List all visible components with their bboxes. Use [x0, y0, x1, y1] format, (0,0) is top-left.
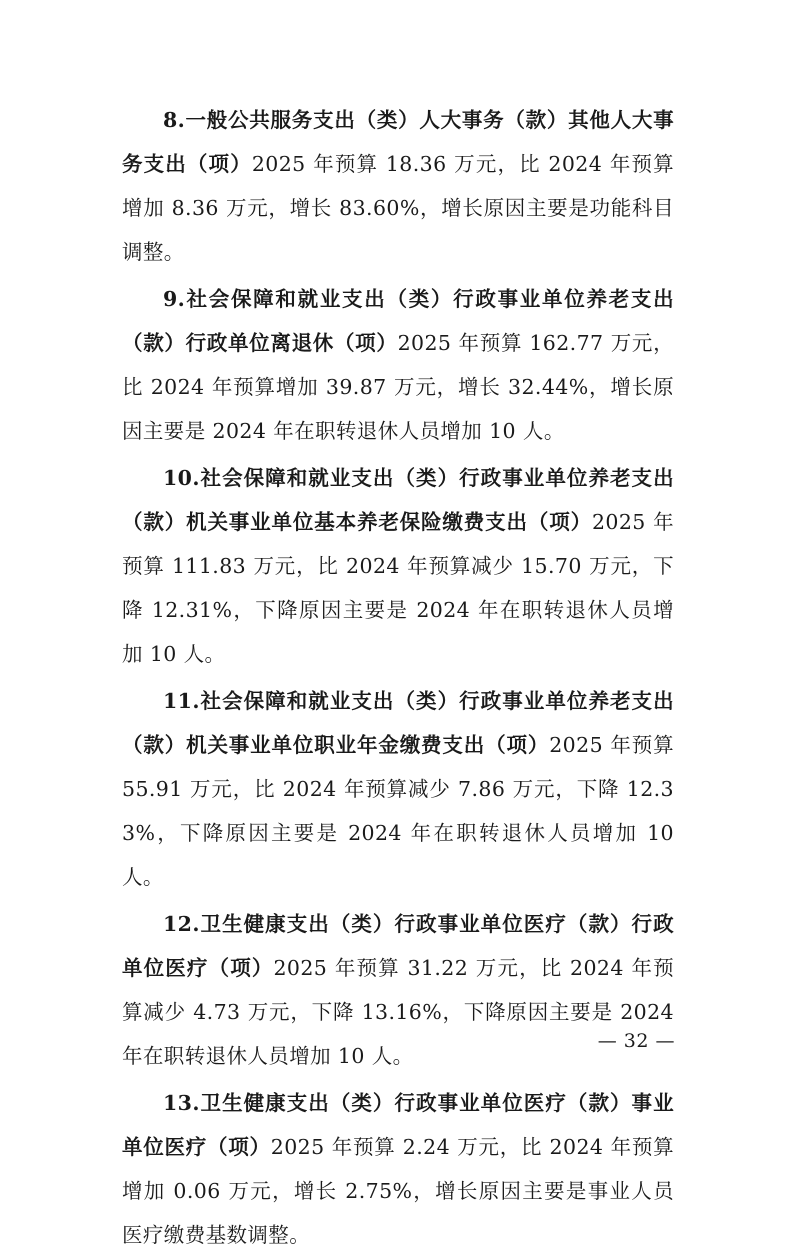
paragraph-item-10	[122, 456, 674, 676]
document-body	[122, 98, 674, 1260]
paragraph-item-11	[122, 679, 674, 899]
paragraph-text: 2025 年预算 111.83 万元，比 2024 年预算减少 15.70 万元，下降 12.31%，下降原因主要是 2024 年在职转退休人员增加 10 人。	[122, 510, 674, 666]
paragraph-heading: 13.卫生健康支出（类）行政事业单位医疗（款）事业单位医疗（项）	[122, 1091, 674, 1159]
paragraph-text: 2025 年预算 2.24 万元，比 2024 年预算增加 0.06 万元，增长 2.75%，增长原因主要是事业人员医疗缴费基数调整。	[122, 1135, 674, 1247]
paragraph-text: 2025 年预算 18.36 万元，比 2024 年预算增加 8.36 万元，增长 83.60%，增长原因主要是功能科目调整。	[122, 152, 675, 264]
paragraph-heading: 10.社会保障和就业支出（类）行政事业单位养老支出（款）机关事业单位基本养老保险缴费支出（项）	[122, 466, 674, 534]
page-number: — 32 —	[597, 1030, 675, 1052]
paragraph-heading: 9.社会保障和就业支出（类）行政事业单位养老支出（款）行政单位离退休（项）	[122, 287, 674, 355]
paragraph-text: 2025 年预算 162.77 万元，比 2024 年预算增加 39.87 万元，增长 32.44%，增长原因主要是 2024 年在职转退休人员增加 10 人。	[122, 331, 674, 443]
paragraph-text: 2025 年预算 55.91 万元，比 2024 年预算减少 7.86 万元，下降 12.33%，下降原因主要是 2024 年在职转退休人员增加 10 人。	[122, 733, 675, 889]
paragraph-heading: 12.卫生健康支出（类）行政事业单位医疗（款）行政单位医疗（项）	[122, 912, 674, 980]
paragraph-item-8	[122, 98, 674, 274]
paragraph-heading: 8.一般公共服务支出（类）人大事务（款）其他人大事务支出（项）	[122, 108, 674, 176]
paragraph-item-12	[122, 902, 674, 1078]
paragraph-item-13	[122, 1081, 674, 1257]
paragraph-heading: 11.社会保障和就业支出（类）行政事业单位养老支出（款）机关事业单位职业年金缴费支出（项）	[122, 689, 674, 757]
paragraph-item-9	[122, 277, 674, 453]
paragraph-text: 2025 年预算 31.22 万元，比 2024 年预算减少 4.73 万元，下降 13.16%，下降原因主要是 2024 年在职转退休人员增加 10 人。	[122, 956, 674, 1068]
